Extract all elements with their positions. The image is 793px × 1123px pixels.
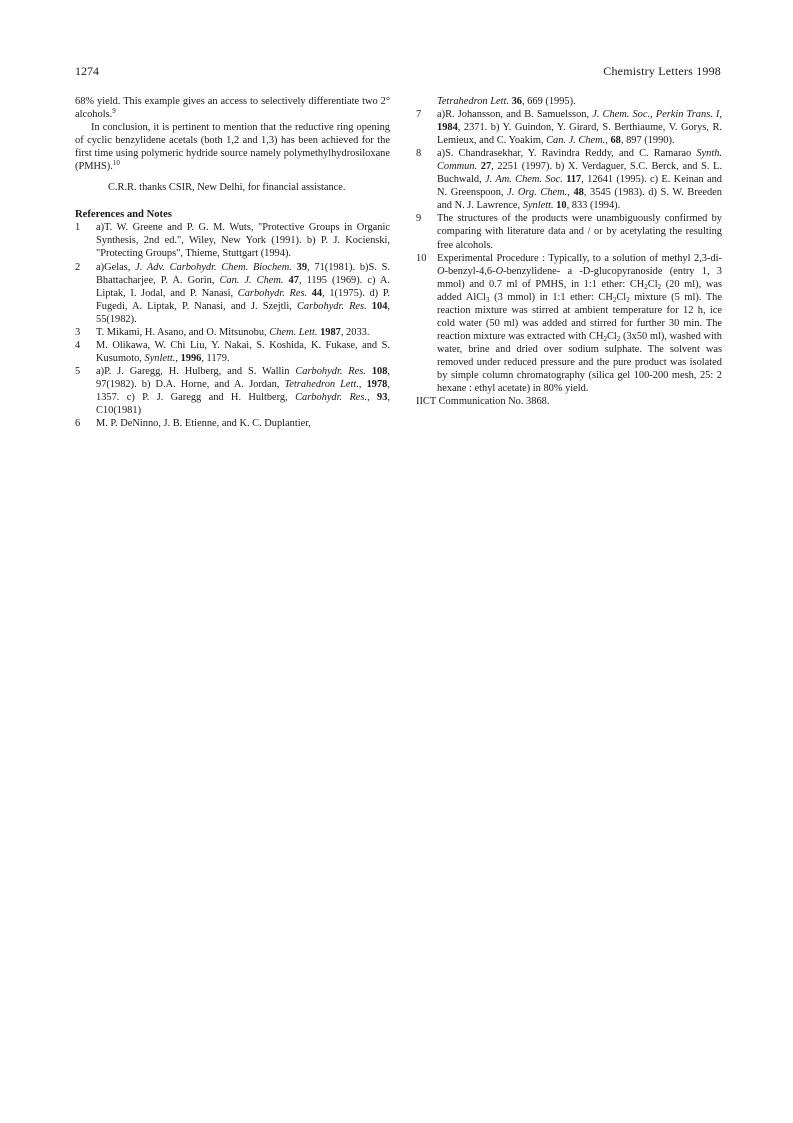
reference-text-segment: 2 bbox=[626, 295, 630, 304]
reference-text-segment: Cl bbox=[606, 330, 617, 342]
reference-text-segment: , 71(1981). b)S. S. Bhattacharjee, P. A. Gorin, bbox=[96, 261, 390, 286]
reference-entry bbox=[75, 221, 390, 260]
paragraph-yield-text: 68% yield. This example gives an access to selectively differentiate two 2° alcohols. bbox=[75, 96, 390, 121]
reference-text-segment: Cl bbox=[647, 278, 658, 290]
communication-number: IICT Communication No. 3868. bbox=[416, 396, 550, 408]
reference-text-segment: 1984 bbox=[437, 122, 458, 134]
reference-text bbox=[437, 252, 722, 396]
reference-entry bbox=[75, 365, 390, 417]
reference-text-segment: , bbox=[367, 391, 377, 403]
reference-text-segment: (3x50 ml), washed with water, brine and dried over sodium sulphate. The solvent was removed under reduced pressure and the pure product was isolated by simple column chromatography (silica gel 100-200 mesh, 25: 2 hexane : ethyl acetate) in 80% yield. bbox=[437, 330, 723, 395]
paragraph-conclusion-text: In conclusion, it is pertinent to mention that the reductive ring opening of cyclic benzylidene acetals (both 1,2 and 1,3) has been achieved for the first time using polymeric hydride source namely polymethylhydrosiloxane (PMHS). bbox=[75, 122, 390, 173]
reference-text-segment: , 97(1982). b) D.A. Horne, and A. Jordan, bbox=[96, 365, 391, 390]
reference-entry bbox=[75, 261, 390, 326]
reference-text-segment: J. Adv. Carbohydr. Chem. Biochem. bbox=[135, 261, 292, 273]
reference-text-segment: , bbox=[358, 378, 367, 390]
reference-text-segment: Carbohydr. Res. bbox=[295, 365, 366, 377]
reference-number: 1 bbox=[75, 222, 81, 234]
reference-text-segment: Carbohydr. Res. bbox=[295, 391, 368, 403]
reference-text bbox=[437, 108, 722, 147]
reference-entry bbox=[416, 252, 722, 396]
reference-text bbox=[96, 326, 390, 339]
reference-text-segment: O bbox=[495, 265, 504, 277]
reference-text-segment: The structures of the products were unambiguously confirmed by comparing with literature data and / or by acetylating the resulting free alcohols. bbox=[437, 213, 722, 251]
reference-text-segment: 39 bbox=[296, 261, 308, 273]
reference-text-segment: -benzyl-4,6- bbox=[444, 265, 496, 277]
reference-text-segment: Carbohydr. Res. bbox=[296, 300, 367, 312]
reference-text-segment: Tetrahedron Lett. bbox=[437, 96, 509, 107]
reference-text-segment: , 1179. bbox=[201, 352, 230, 364]
reference-text-segment: 1996 bbox=[180, 352, 202, 364]
reference-number: 5 bbox=[75, 365, 81, 377]
reference-text bbox=[96, 365, 390, 417]
reference-text-segment: 2 bbox=[616, 334, 621, 343]
reference-continuation bbox=[416, 95, 722, 108]
reference-text-segment: , 55(1982). bbox=[96, 300, 390, 325]
reference-text-segment: M. P. DeNinno, J. B. Etienne, and K. C. Duplantier, bbox=[96, 418, 311, 430]
reference-text-segment: 104 bbox=[371, 300, 388, 312]
reference-text bbox=[437, 147, 722, 212]
reference-entry bbox=[416, 212, 722, 251]
reference-text-segment: 68 bbox=[610, 135, 621, 147]
reference-text-segment: 10 bbox=[556, 200, 567, 212]
reference-text-segment: , 12641 (1995). c) E. Keinan and N. Greenspoon, bbox=[437, 174, 723, 199]
reference-text-segment: , 833 (1994). bbox=[566, 200, 621, 212]
reference-text-segment: a)S. Chandrasekhar, Y. Ravindra Reddy, and C. Ramarao bbox=[437, 148, 697, 160]
reference-text-segment: (3 mmol) in 1:1 ether: CH bbox=[489, 291, 613, 303]
reference-text-segment: J. Am. Chem. Soc. bbox=[485, 174, 563, 186]
reference-text-segment: Synlett. bbox=[144, 352, 176, 364]
reference-text-segment: , 2251 (1997). b) X. Verdaguer, S.C. Berck, and S. L. Buchwald, bbox=[437, 161, 723, 186]
paragraph-conclusion bbox=[75, 121, 390, 173]
reference-text-segment: Synlett. bbox=[522, 200, 554, 212]
reference-text bbox=[96, 417, 390, 430]
reference-text-segment: J. Org. Chem. bbox=[507, 187, 568, 199]
reference-text-segment: 2 bbox=[603, 334, 607, 343]
reference-text-segment: Carbohydr. Res. bbox=[237, 287, 308, 299]
reference-text-segment: Chem. Lett. bbox=[269, 326, 318, 338]
reference-text-segment: , 2033. bbox=[340, 326, 370, 338]
citation-superscript: 9 bbox=[112, 107, 116, 116]
reference-text-segment: 93 bbox=[377, 391, 388, 403]
reference-text-segment: M. Olikawa, W. Chi Liu, Y. Nakai, S. Koshida, K. Fukase, and S. Kusumoto, bbox=[96, 339, 390, 364]
reference-text-segment: 48 bbox=[573, 187, 584, 199]
reference-text-segment: O bbox=[437, 265, 445, 277]
reference-text-segment: , C10(1981) bbox=[96, 391, 390, 417]
reference-text-segment: 36 bbox=[511, 96, 522, 107]
reference-number: 4 bbox=[75, 339, 81, 351]
reference-text-segment: mixture (5 ml). The reaction mixture was stirred at ambient temperature for 12 h, ice cold water (50 ml) was added and stirred for further 30 min. The reaction mixture was extracted with CH bbox=[437, 291, 722, 342]
reference-text-segment: Can. J. Chem. bbox=[219, 274, 284, 286]
reference-text bbox=[96, 261, 390, 326]
reference-text-segment: Tetrahedron Lett. bbox=[284, 378, 359, 390]
reference-number: 2 bbox=[75, 261, 81, 273]
reference-text-segment: , bbox=[719, 109, 723, 121]
reference-text-segment: Cl bbox=[616, 291, 627, 303]
paragraph-yield bbox=[75, 95, 390, 121]
reference-number: 8 bbox=[416, 148, 422, 160]
reference-text-segment: 108 bbox=[371, 365, 388, 377]
reference-text-segment: , 1357. c) P. J. Garegg and H. Hultberg, bbox=[96, 378, 390, 403]
reference-number: 3 bbox=[75, 326, 81, 338]
reference-text-segment: -benzylidene- a -D-glucopyranoside (entry 1, 3 mmol) and 0.7 ml of PMHS, in 1:1 ether: CH bbox=[437, 265, 722, 290]
reference-text-segment: 1978 bbox=[366, 378, 388, 390]
reference-entry bbox=[75, 339, 390, 365]
reference-text-segment: 3 bbox=[486, 295, 490, 304]
reference-text-segment: , 1195 (1969). c) A. Liptak, I. Jodal, and P. Nanasi, bbox=[96, 274, 390, 299]
reference-list-left bbox=[75, 221, 390, 430]
reference-number: 6 bbox=[75, 418, 81, 430]
reference-text-segment: 2 bbox=[644, 282, 648, 291]
reference-text-segment: a)Gelas, bbox=[96, 261, 136, 273]
reference-text bbox=[437, 212, 722, 251]
reference-text-segment: T. Mikami, H. Asano, and O. Mitsunobu, bbox=[96, 326, 270, 338]
left-column bbox=[75, 95, 390, 430]
reference-entry bbox=[416, 108, 722, 147]
page-number: 1274 bbox=[75, 64, 99, 78]
reference-entry bbox=[416, 147, 722, 212]
reference-text bbox=[416, 95, 722, 108]
reference-text-segment: a)R. Johansson, and B. Samuelsson, bbox=[437, 109, 593, 121]
reference-text-segment: , 1(1975). d) P. Fugedi, A. Liptak, P. Nanasi, and J. Szejtli, bbox=[96, 287, 391, 312]
reference-text-segment: Experimental Procedure : Typically, to a solution of methyl 2,3-di- bbox=[437, 252, 722, 264]
reference-text-segment: , bbox=[605, 135, 611, 147]
reference-text-segment: , bbox=[175, 352, 181, 364]
reference-text-segment: , 669 (1995). bbox=[521, 96, 576, 107]
reference-entry bbox=[75, 326, 390, 339]
reference-text-segment: , 2371. b) Y. Guindon, Y. Girard, S. Berthiaume, V. Gorys, R. Lemieux, and C. Yoakim, bbox=[437, 122, 722, 147]
reference-text-segment: , 897 (1990). bbox=[620, 135, 675, 147]
reference-entry bbox=[75, 417, 390, 430]
reference-text-segment: 2 bbox=[657, 282, 662, 291]
reference-list-right bbox=[416, 95, 722, 395]
reference-text-segment: 27 bbox=[480, 161, 492, 173]
reference-text-segment: 47 bbox=[288, 274, 299, 286]
references-heading: References and Notes bbox=[75, 209, 172, 221]
journal-title: Chemistry Letters 1998 bbox=[603, 64, 721, 78]
right-column bbox=[416, 95, 722, 408]
reference-text bbox=[96, 221, 390, 260]
reference-text-segment: 44 bbox=[311, 287, 323, 299]
reference-text-segment: J. Chem. Soc., Perkin Trans. I bbox=[592, 109, 720, 121]
reference-text-segment: 1987 bbox=[320, 326, 341, 338]
reference-text-segment: Can. J. Chem. bbox=[546, 135, 606, 147]
reference-text-segment: , 3545 (1983). d) S. W. Breeden and N. J. Lawrence, bbox=[437, 187, 722, 212]
reference-text-segment: , bbox=[567, 187, 574, 199]
acknowledgement: C.R.R. thanks CSIR, New Delhi, for financial assistance. bbox=[108, 182, 346, 194]
reference-text bbox=[96, 339, 390, 365]
reference-number: 9 bbox=[416, 213, 422, 225]
reference-text-segment: a)P. J. Garegg, H. Hulberg, and S. Wallin bbox=[96, 365, 296, 377]
reference-text-segment: (20 ml), was added AlCl bbox=[437, 278, 722, 303]
reference-number: 7 bbox=[416, 109, 422, 121]
citation-superscript: 10 bbox=[112, 159, 120, 168]
reference-text-segment: 117 bbox=[566, 174, 582, 186]
reference-text-segment: Synth. Commun. bbox=[437, 148, 722, 173]
reference-text-segment: a)T. W. Greene and P. G. M. Wuts, "Protective Groups in Organic Synthesis, 2nd ed.", Wiley, New York (1991). b) P. J. Kocienski, "Protecting Groups", Thieme, Stuttgart (1994). bbox=[96, 222, 390, 260]
reference-text-segment: 2 bbox=[612, 295, 617, 304]
reference-number: 10 bbox=[416, 252, 427, 264]
